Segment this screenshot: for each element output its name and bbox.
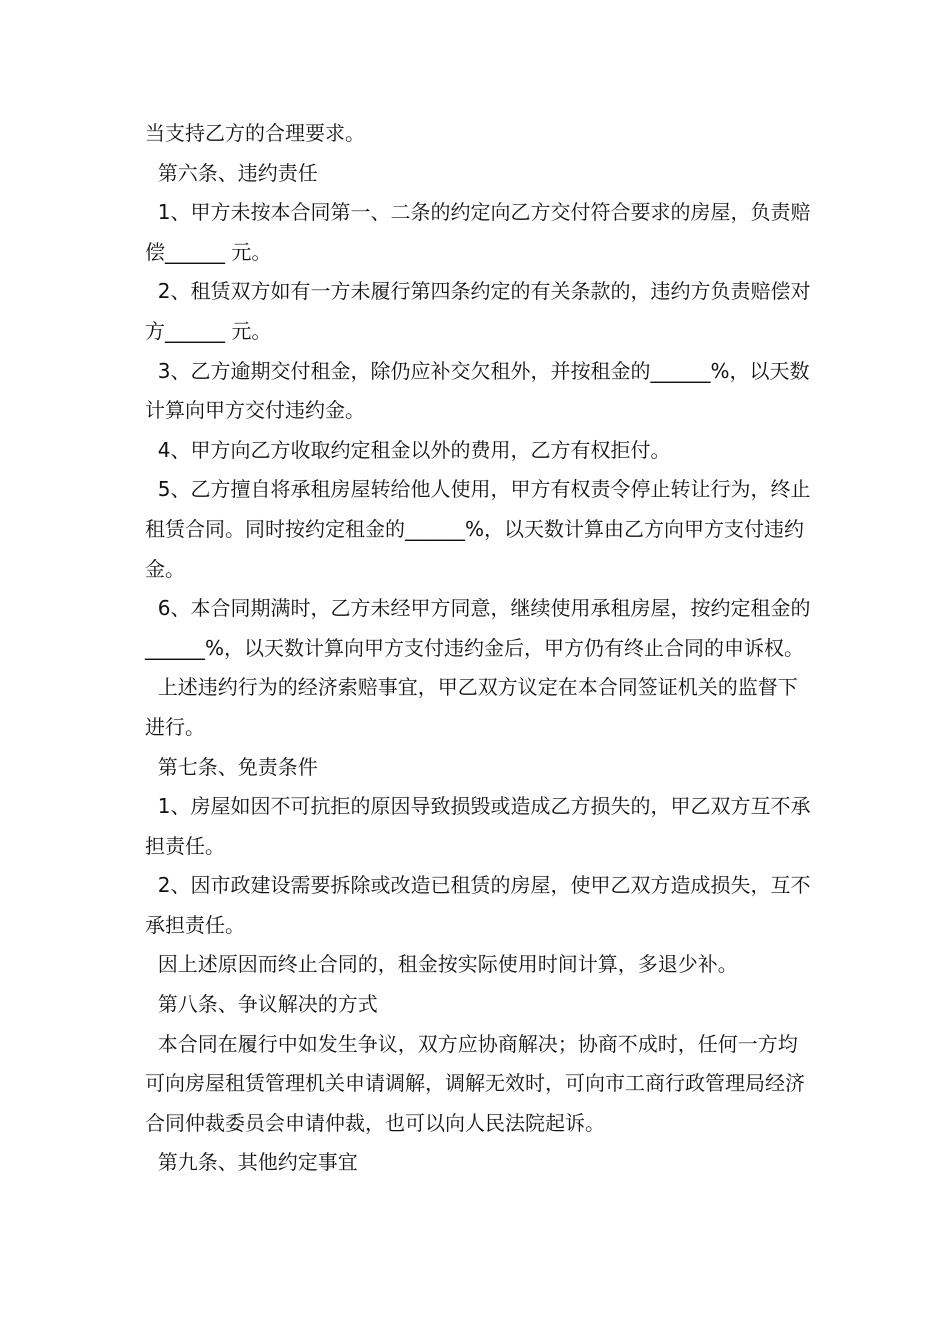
heading-article-6: 第六条、违约责任 [145,160,318,185]
clause-6-2: 2、租赁双方如有一方未履行第四条约定的有关条款的，违约方负责赔偿对方______ 元。 [145,279,811,343]
heading-article-9: 第九条、其他约定事宜 [145,1150,358,1175]
clause-8-body: 本合同在履行中如发生争议，双方应协商解决；协商不成时，任何一方均可向房屋租赁管理机关申请调解，调解无效时，可向市工商行政管理局经济合同仲裁委员会申请仲裁，也可以向人民法院起诉。 [145,1031,805,1135]
heading-article-7: 第七条、免责条件 [145,754,318,779]
clause-7-1: 1、房屋如因不可抗拒的原因导致损毁或造成乙方损失的，甲乙双方互不承担责任。 [145,794,811,858]
clause-6-5: 5、乙方擅自将承租房屋转给他人使用，甲方有权责令停止转让行为，终止租赁合同。同时按约定租金的______%，以天数计算由乙方向甲方支付违约金。 [145,477,811,581]
document-body [145,114,817,1183]
heading-article-8: 第八条、争议解决的方式 [145,992,378,1017]
clause-6-note: 上述违约行为的经济索赔事宜，甲乙双方议定在本合同签证机关的监督下进行。 [145,675,798,739]
clause-6-4: 4、甲方向乙方收取约定租金以外的费用，乙方有权拒付。 [145,437,671,462]
clause-6-3: 3、乙方逾期交付租金，除仍应补交欠租外，并按租金的______%，以天数计算向甲方交付违约金。 [145,358,810,423]
paragraph-continuation: 当支持乙方的合理要求。 [145,121,365,145]
clause-7-note: 因上述原因而终止合同的，租金按实际使用时间计算，多退少补。 [145,952,738,977]
clause-6-1: 1、甲方未按本合同第一、二条的约定向乙方交付符合要求的房屋，负责赔偿______ 元。 [145,200,811,264]
clause-7-2: 2、因市政建设需要拆除或改造已租赁的房屋，使甲乙双方造成损失，互不承担责任。 [145,873,811,937]
clause-6-6: 6、本合同期满时，乙方未经甲方同意，继续使用承租房屋，按约定租金的______%，以天数计算向甲方支付违约金后，甲方仍有终止合同的申诉权。 [145,596,811,660]
